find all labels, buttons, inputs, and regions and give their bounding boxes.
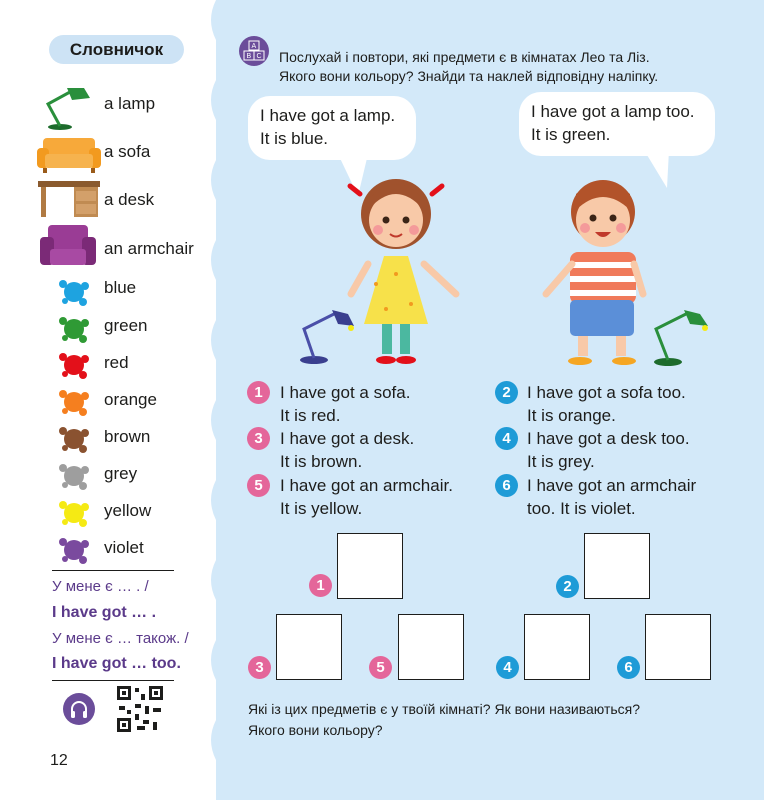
girl-illustration (296, 164, 476, 374)
vocab-word-sofa: a sofa (104, 142, 151, 161)
vocab-word-brown: brown (104, 427, 151, 446)
svg-text:A: A (251, 43, 257, 50)
question-line-1: Які із цих предметів є у твоїй кімнаті? Як вони називаються? (248, 701, 641, 717)
blue-lamp-icon (300, 310, 354, 364)
orange-splash-icon (57, 386, 91, 418)
vocab-word-lamp: a lamp (104, 94, 156, 113)
instruction-line-2: Якого вони кольору? Знайди та наклей відповідну наліпку. (279, 68, 659, 84)
boy-bubble-line-2: It is green. (531, 125, 611, 144)
desk-icon (38, 179, 100, 219)
vocab-word-red: red (104, 353, 129, 372)
sticker-box-3[interactable] (276, 614, 342, 680)
question-line-2: Якого вони кольору? (248, 722, 383, 738)
blue-splash-icon (57, 276, 91, 308)
box-number-4: 4 (496, 656, 519, 679)
sticker-box-5[interactable] (398, 614, 464, 680)
item-6-text: I have got an armchair too. It is violet. (527, 476, 697, 518)
item-number-3: 3 (247, 427, 270, 450)
box-number-2: 2 (556, 575, 579, 598)
panel-edge (206, 0, 228, 800)
headphones-icon[interactable] (63, 693, 95, 725)
box-number-6: 6 (617, 656, 640, 679)
item-5-text: I have got an armchair. It is yellow. (280, 476, 453, 518)
item-number-4: 4 (495, 427, 518, 450)
item-number-5: 5 (247, 474, 270, 497)
item-number-1: 1 (247, 381, 270, 404)
green-splash-icon (57, 313, 91, 345)
qr-code-icon[interactable] (115, 684, 165, 734)
girl-bubble-line-2: It is blue. (260, 129, 329, 148)
phrase-en-2: I have got … too. (52, 655, 181, 672)
vocab-word-armchair: an armchair (104, 239, 194, 258)
sticker-box-4[interactable] (524, 614, 590, 680)
vocab-word-blue: blue (104, 278, 137, 297)
box-number-5: 5 (369, 656, 392, 679)
phrase-ua-2: У мене є … також. / (52, 630, 189, 647)
divider-bottom (52, 680, 174, 681)
item-4-text: I have got a desk too. It is grey. (527, 429, 690, 471)
vocab-word-violet: violet (104, 538, 144, 557)
sticker-box-2[interactable] (584, 533, 650, 599)
item-1-text: I have got a sofa. It is red. (280, 383, 411, 425)
phrase-ua-1: У мене є … . / (52, 578, 149, 595)
page-number: 12 (50, 752, 68, 769)
phrase-en-1: I have got … . (52, 604, 157, 621)
boy-illustration (528, 164, 718, 374)
violet-splash-icon (57, 534, 91, 566)
instruction (279, 48, 749, 86)
boy-speech-bubble (519, 94, 715, 156)
instruction-line-1: Послухай і повтори, які предмети є в кімнатах Лео та Ліз. (279, 49, 650, 65)
item-number-6: 6 (495, 474, 518, 497)
vocabulary-sidebar (0, 0, 206, 800)
armchair-icon (40, 223, 96, 271)
boy-bubble-line-1: I have got a lamp too. (531, 102, 695, 121)
grey-splash-icon (57, 460, 91, 492)
girl-bubble-line-1: I have got a lamp. (260, 106, 396, 125)
red-splash-icon (57, 349, 91, 381)
item-2-text: I have got a sofa too. It is orange. (527, 383, 686, 425)
vocab-word-grey: grey (104, 464, 138, 483)
svg-text:B: B (246, 53, 252, 60)
sofa-icon (37, 136, 101, 174)
vocab-word-desk: a desk (104, 190, 155, 209)
vocab-word-orange: orange (104, 390, 157, 409)
girl-speech-bubble (248, 98, 416, 160)
green-lamp-icon (654, 310, 708, 366)
item-3-text: I have got a desk. It is brown. (280, 429, 415, 471)
vocabulary-title: Словничок (49, 35, 184, 64)
brown-splash-icon (57, 423, 91, 455)
svg-text:C: C (256, 53, 262, 60)
vocab-word-yellow: yellow (104, 501, 152, 520)
box-number-3: 3 (248, 656, 271, 679)
yellow-splash-icon (57, 497, 91, 529)
abc-blocks-icon (239, 36, 269, 66)
sticker-box-1[interactable] (337, 533, 403, 599)
vocab-word-green: green (104, 316, 148, 335)
lamp-icon (40, 86, 92, 130)
box-number-1: 1 (309, 574, 332, 597)
question (248, 699, 748, 741)
item-number-2: 2 (495, 381, 518, 404)
sticker-box-6[interactable] (645, 614, 711, 680)
divider-top (52, 570, 174, 571)
